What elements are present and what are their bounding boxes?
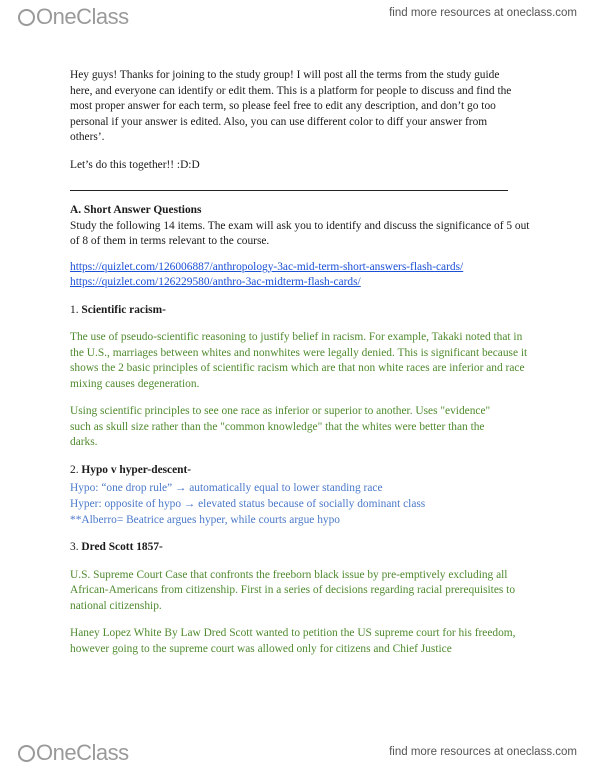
q1-title: Scientific racism- bbox=[81, 303, 166, 316]
q2-answer-block bbox=[70, 480, 530, 528]
quizlet-link-2[interactable]: https://quizlet.com/126229580/anthro-3ac-midterm-flash-cards/ bbox=[70, 276, 361, 288]
footer-logo-ring-icon bbox=[18, 745, 35, 762]
oneclass-logo[interactable] bbox=[18, 4, 129, 30]
quizlet-links bbox=[70, 260, 530, 291]
footer-logo-text: OneClass bbox=[36, 740, 129, 765]
q3-heading bbox=[70, 540, 530, 556]
header-resources-link[interactable]: find more resources at oneclass.com bbox=[389, 7, 577, 19]
footer-resources-link[interactable]: find more resources at oneclass.com bbox=[389, 746, 577, 758]
document-body bbox=[70, 68, 530, 657]
q2-hyper-line: Hyper: opposite of hypo → elevated status because of socially dominant class bbox=[70, 498, 426, 510]
logo-ring-icon bbox=[18, 9, 35, 26]
q2-title: Hypo v hyper-descent- bbox=[81, 463, 192, 476]
footer-oneclass-logo[interactable] bbox=[18, 740, 129, 766]
intro-paragraph: Hey guys! Thanks for joining to the study group! I will post all the terms from the study guide here, and everyone can identify or edit them. This is a platform for people to discuss and find the most proper answer for each term, so please feel free to edit any description, and don’t go too personal if your answer is edited. Also, you can use different color to diff your answer from others’. bbox=[70, 69, 512, 143]
q1-heading bbox=[70, 303, 530, 319]
q1-number: 1. bbox=[70, 303, 79, 316]
q3-number: 3. bbox=[70, 541, 79, 553]
page-header bbox=[0, 0, 595, 32]
section-a-description: Study the following 14 items. The exam will ask you to identify and discuss the significance of 5 out of 8 of them in terms relevant to the course. bbox=[70, 219, 530, 247]
q3-answer-2: Haney Lopez White By Law Dred Scott wanted to petition the US supreme court for his freedom, however going to the supreme court was allowed only for citizens and Chief Justice bbox=[70, 627, 516, 655]
q2-number: 2. bbox=[70, 463, 79, 476]
logo-text: OneClass bbox=[36, 4, 129, 29]
q1-answer-2: Using scientific principles to see one race as inferior or superior to another. Uses "evidence" such as skull size rather than the "common knowledge" that the whites were better than the darks. bbox=[70, 405, 491, 448]
q2-heading bbox=[70, 463, 530, 479]
q2-alberro-line: **Alberro= Beatrice argues hyper, while courts argue hypo bbox=[70, 514, 340, 526]
quizlet-link-1[interactable]: https://quizlet.com/126006887/anthropology-3ac-mid-term-short-answers-flash-cards/ bbox=[70, 260, 464, 273]
q3-title: Dred Scott 1857- bbox=[81, 541, 163, 553]
q1-answer-1: The use of pseudo-scientific reasoning to justify belief in racism. For example, Takaki noted that in the U.S., marriages between whites and nonwhites were legally denied. This is significant because it shows the 2 basic principles of scientific racism which are that non white races are inferior and race mixing causes degeneration. bbox=[70, 331, 528, 390]
intro-cheer: Let’s do this together!! :D:D bbox=[70, 158, 200, 171]
section-divider bbox=[70, 190, 508, 191]
page-footer bbox=[0, 736, 595, 770]
q3-answer-1: U.S. Supreme Court Case that confronts the freeborn black issue by pre-emptively excluding all African-Americans from citizenship. First in a series of decisions regarding racial prerequisites to national citizenship. bbox=[70, 568, 516, 612]
section-a-title: A. Short Answer Questions bbox=[70, 204, 202, 216]
q2-hypo-line: Hypo: “one drop rule” → automatically equal to lower standing race bbox=[70, 482, 383, 494]
